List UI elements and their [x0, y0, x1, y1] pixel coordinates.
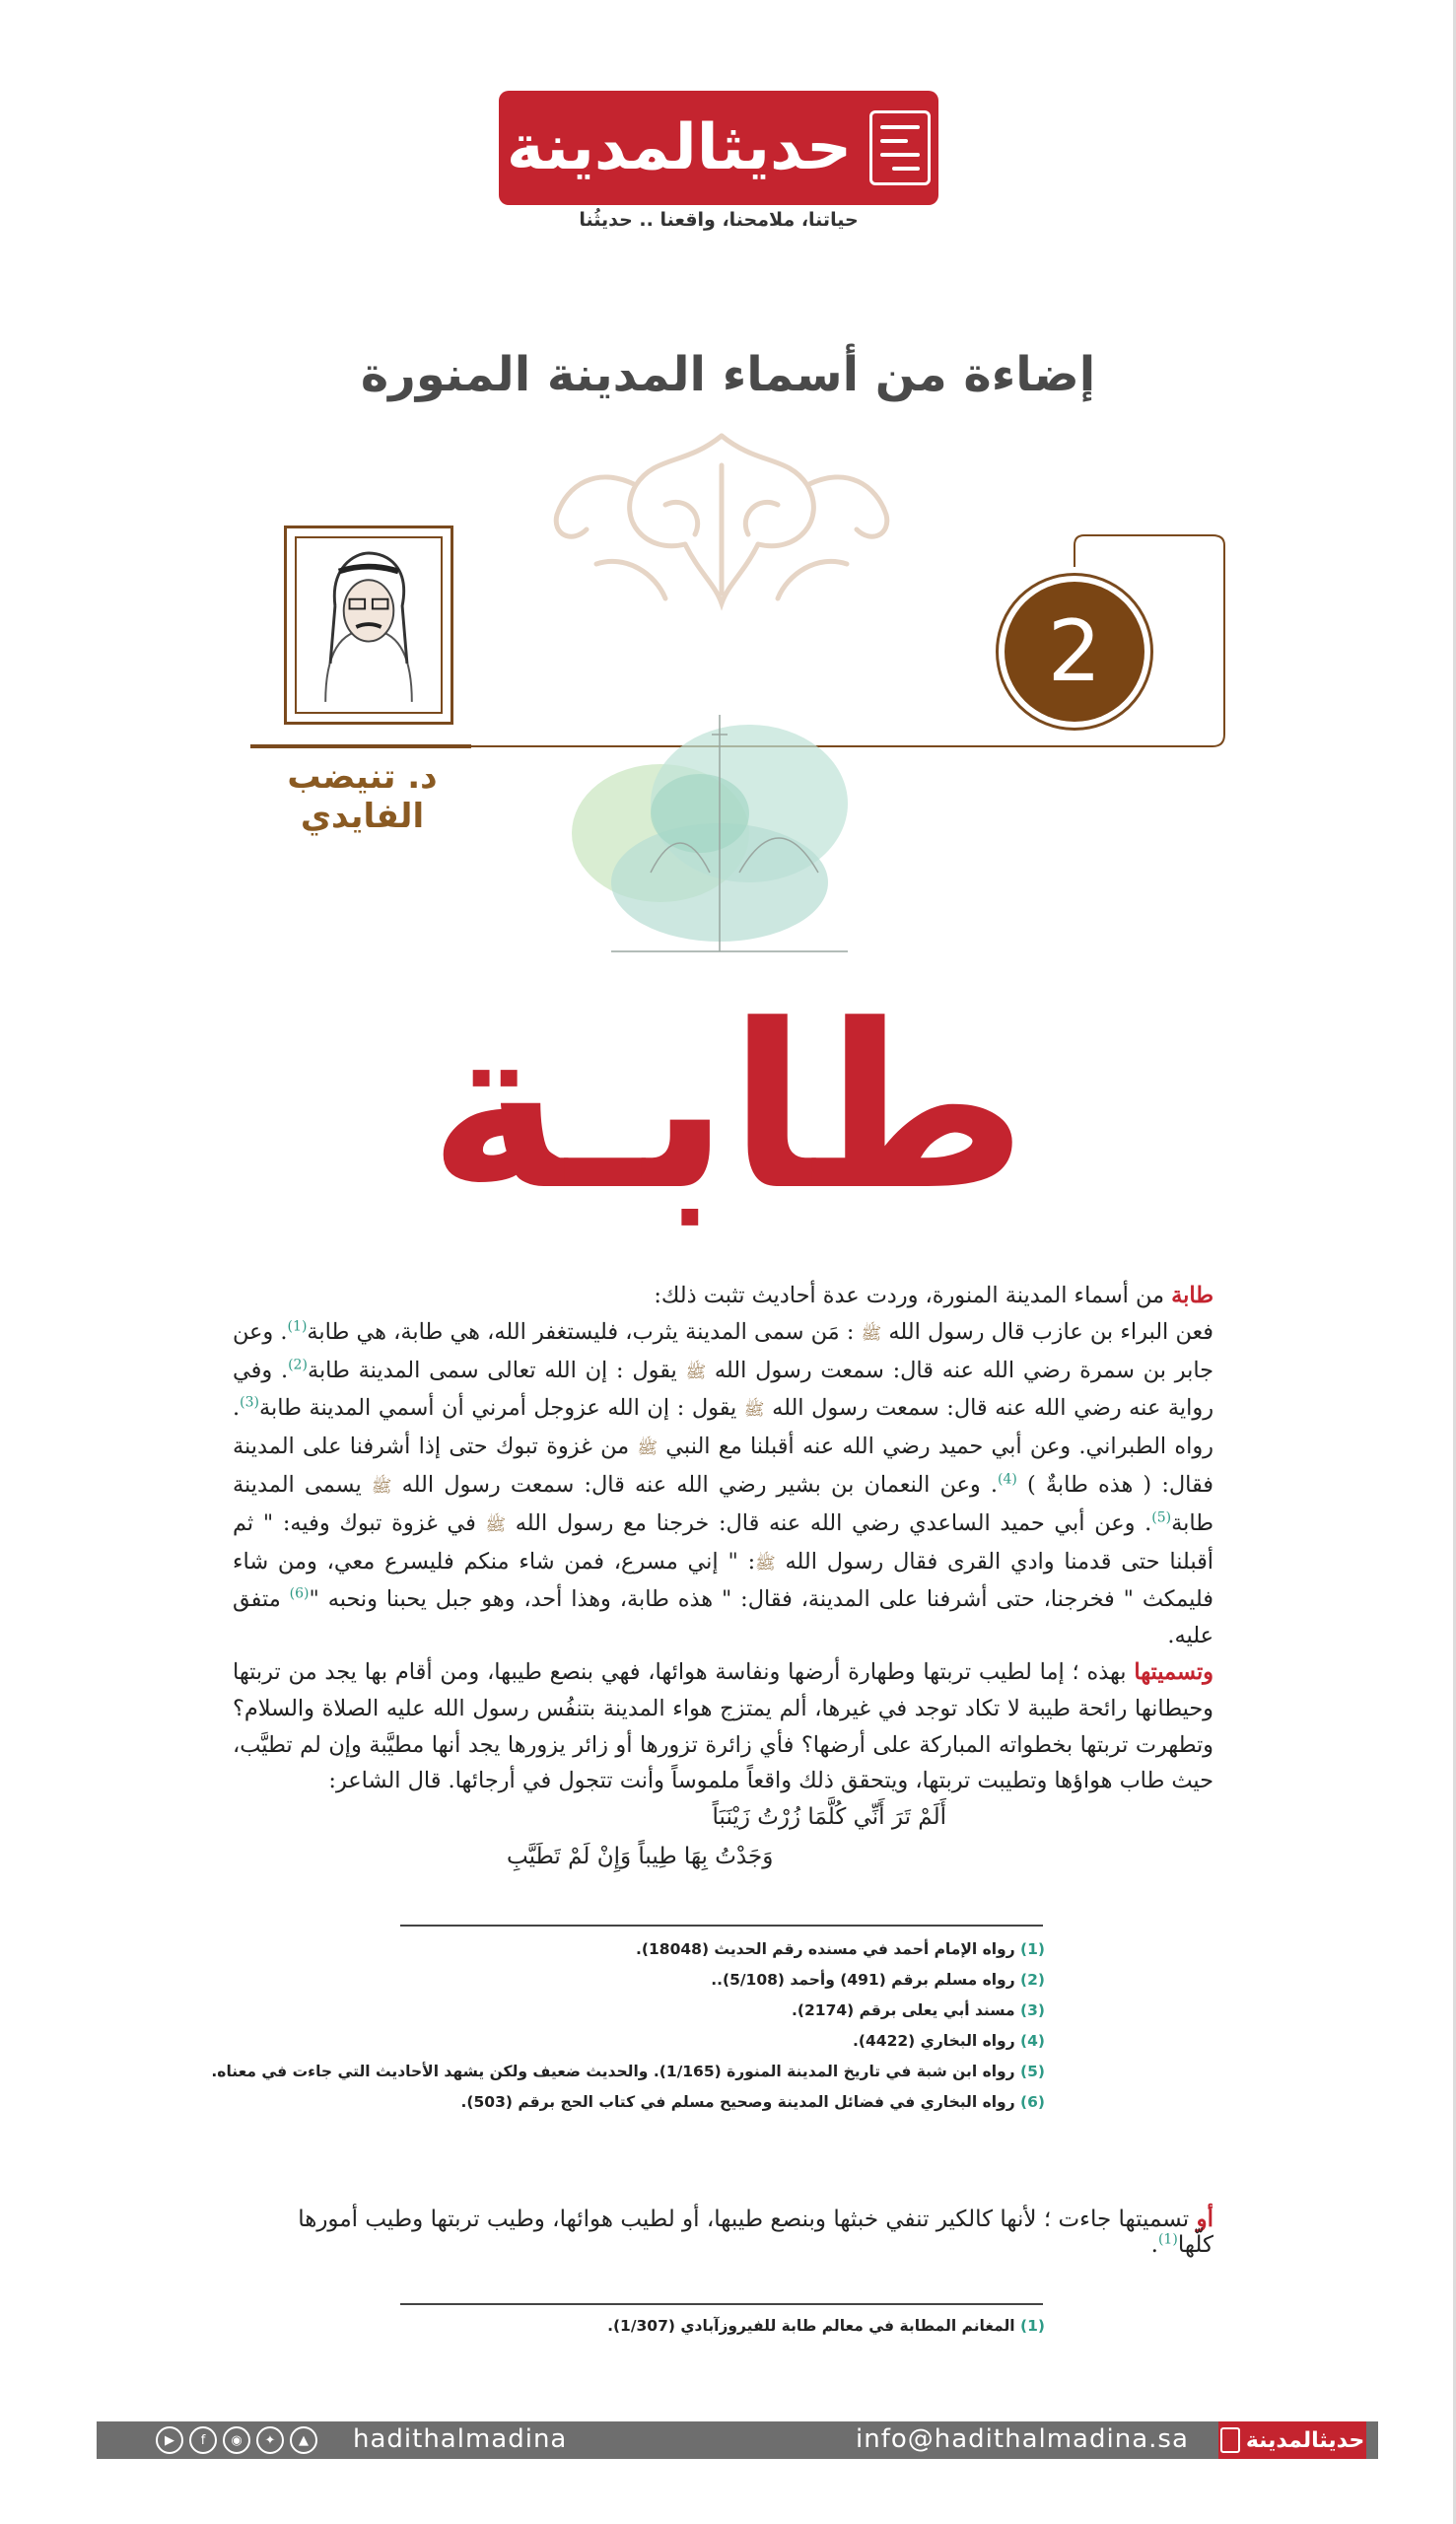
footnote-ref: (6)	[289, 1585, 310, 1602]
paragraph-conclusion: أو تسميتها جاءت ؛ لأنها كالكير تنفي خبثها وبنصع طيبها، أو لطيب هوائها، وطيب تربتها وطيب أمورها كلّها$^{(1)}$.	[298, 2206, 1213, 2258]
footnote-ref: (2)	[288, 1357, 308, 1373]
poem	[473, 1804, 986, 1869]
paragraph-hadiths: فعن البراء بن عازب قال رسول الله ﷺ : مَن سمى المدينة يثرب، فليستغفر الله، هي طابة، هي طابة$^{(1)}$. وعن جابر بن سمرة رضي الله عنه قال: سمعت رسول الله ﷺ يقول : إن الله تعالى سمى المدينة طابة$^{(2)}$. وفي رواية عنه رضي الله عنه قال: سمعت رسول الله ﷺ يقول : إن الله عزوجل أمرني أن أسمي المدينة طابة$^{(3)}$. رواه الطبراني. وعن أبي حميد رضي الله عنه أقبلنا مع النبي ﷺ من غزوة تبوك حتى إذا أشرفنا على المدينة فقال: ( هذه طابةٌ ) $^{(4)}$. وعن النعمان بن بشير رضي الله عنه قال: سمعت رسول الله ﷺ يسمى المدينة طابة$^{(5)}$. وعن أبي حميد الساعدي رضي الله عنه قال: خرجنا مع رسول الله ﷺ في غزوة تبوك وفيه: " ثم أقبلنا حتى قدمنا وادي القرى فقال رسول الله ﷺ: " إني مسرع، فمن شاء منكم فليسرع معي، ومن شاء فليمكث " فخرجنا، حتى أشرفنا على المدينة، فقال: " هذه طابة، وهذا أحد، وهو جبل يحبنا ونحبه "$^{(6)}$ متفق عليه.	[233, 1318, 1214, 1649]
footer-email[interactable]: info@hadithalmadina.sa	[856, 2424, 1189, 2454]
logo-mark-icon	[869, 110, 931, 185]
header-logo	[499, 91, 938, 205]
saw-symbol-icon: ﷺ	[485, 1514, 507, 1535]
footnotes-divider-2	[400, 2303, 1043, 2305]
footnote-item: (6) رواه البخاري في فضائل المدينة وصحيح مسلم في كتاب الحج برقم (503).	[460, 2093, 1045, 2111]
footnote-ref: (1)	[1157, 2231, 1178, 2248]
footnotes-list-2	[325, 2311, 1045, 2341]
footnotes-list	[211, 1934, 1045, 2118]
portrait-image	[297, 538, 441, 712]
footer-social-icons	[156, 2423, 317, 2457]
footnote-ref: (4)	[997, 1471, 1017, 1488]
footer-logo	[1218, 2421, 1366, 2459]
episode-number: 2	[1005, 582, 1144, 722]
saw-symbol-icon: ﷺ	[861, 1323, 882, 1344]
footnote-ref: (1)	[287, 1318, 308, 1335]
keyword-aw: أو	[1196, 2206, 1213, 2232]
keyword-tasmiyatuha: وتسميتها	[1134, 1658, 1213, 1685]
mosque-watercolor-illustration	[552, 695, 877, 971]
series-title: إضاءة من أسماء المدينة المنورة	[360, 347, 1096, 402]
footnote-item: (4) رواه البخاري (4422).	[853, 2032, 1045, 2050]
saw-symbol-icon: ﷺ	[755, 1553, 776, 1574]
paragraph-naming: وتسميتها بهذه ؛ إما لطيب تربتها وطهارة أرضها ونفاسة هوائها، فهي بنصع طيبها، ومن أقام بها يجد من تربتها وحيطانها رائحة طيبة لا تكاد توجد في غيرها، ألم يمتزج هواء المدينة بتنفُس رسول الله عليه الصلاة والسلام؟ وتطهرت تربتها بخطواته المباركة على أرضها؟ فأي زائرة تزورها أو زائر يزورها يجد أنها مطيَّبة وإن لم تطيَّب، حيث طاب هواؤها وتطيبت تربتها، ويتحقق ذلك واقعاً ملموساً وأنت تتجول في أرجائها. قال الشاعر:	[233, 1658, 1213, 1794]
footnote-item: (5) رواه ابن شبة في تاريخ المدينة المنورة (1/165). والحديث ضعيف ولكن يشهد الأحاديث التي جاءت في معناه.	[211, 2063, 1045, 2080]
twitter-icon[interactable]: ✦	[256, 2426, 284, 2454]
saw-symbol-icon: ﷺ	[371, 1476, 392, 1497]
instagram-icon[interactable]: ◉	[223, 2426, 250, 2454]
footnote-ref: (5)	[1151, 1509, 1172, 1526]
poem-line-1: أَلَمْ تَرَ أَنِّي كُلَّمَا زُرْتُ زَيْنَبَاً	[712, 1804, 946, 1830]
logo-text: حديثالمدينة	[506, 111, 853, 184]
saw-symbol-icon: ﷺ	[637, 1438, 658, 1459]
article-title: طابـة	[428, 977, 1028, 1240]
episode-badge	[996, 573, 1153, 731]
author-name: د. تنيضب الفايدي	[287, 757, 438, 836]
youtube-icon[interactable]: ▶	[156, 2426, 183, 2454]
article-body	[233, 1278, 1213, 1799]
keyword-taba: طابة	[1171, 1283, 1213, 1308]
snapchat-icon[interactable]: ▲	[290, 2426, 317, 2454]
footnote-item: (2) رواه مسلم برقم (491) وأحمد (5/108)..	[711, 1971, 1045, 1989]
tagline: حياتنا، ملامحنا، واقعنا .. حديثُنا	[579, 209, 859, 231]
footnote-item: (3) مسند أبي يعلى برقم (2174).	[792, 2001, 1045, 2019]
saw-symbol-icon: ﷺ	[743, 1400, 765, 1421]
footer-handle[interactable]: hadithalmadina	[353, 2424, 568, 2454]
footer-logo-text: حديثالمدينة	[1245, 2427, 1365, 2453]
paragraph-intro: طابة من أسماء المدينة المنورة، وردت عدة أحاديث تثبت ذلك:	[654, 1283, 1213, 1308]
facebook-icon[interactable]: f	[189, 2426, 217, 2454]
saw-symbol-icon: ﷺ	[685, 1362, 707, 1382]
author-portrait	[284, 526, 453, 725]
poem-line-2: وَجَدْتُ بِهَا طِيباً وَإِنْ لَمْ تَطَيَّبِ	[507, 1844, 774, 1869]
footnotes-divider	[400, 1925, 1043, 1927]
footnote-item: (1) المغانم المطابة في معالم طابة للفيروزآبادي (1/307).	[607, 2317, 1045, 2335]
footnote-ref: (3)	[240, 1394, 259, 1411]
author-divider	[250, 744, 471, 748]
footnote-item: (1) رواه الإمام أحمد في مسنده رقم الحديث (18048).	[636, 1940, 1045, 1958]
footer-logo-mark-icon	[1220, 2427, 1240, 2453]
